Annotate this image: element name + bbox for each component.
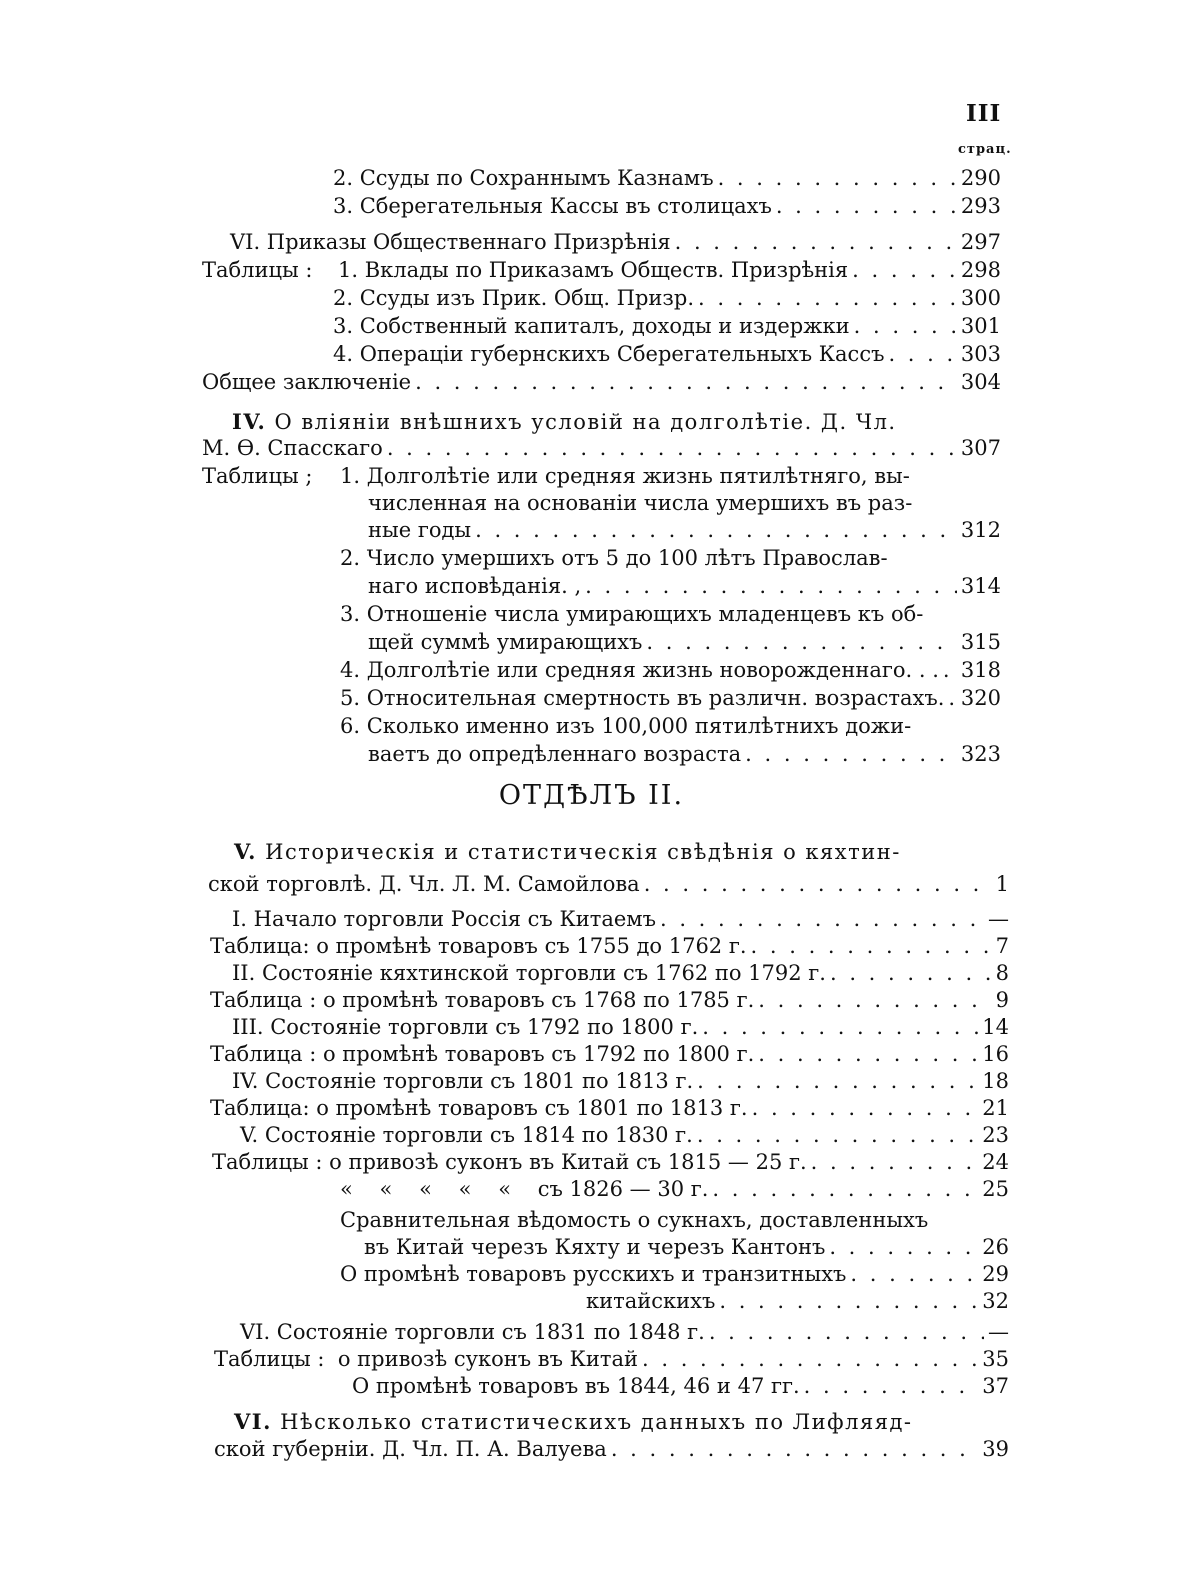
toc-entry-line: Сравнительная вѣдомость о сукнахъ, доставленныхъ [340, 1208, 929, 1232]
toc-entry-line: 3. Отношеніе числа умирающихъ младенцевъ къ об- [340, 602, 924, 626]
toc-entry-line: 1. Долголѣтіе или средняя жизнь пятилѣтняго, вы- [340, 464, 910, 488]
toc-entry: 4. Операціи губернскихъ Сберегательныхъ Кассъ . . . 303 [333, 340, 1001, 368]
toc-entry: ской торговлѣ. Д. Чл. Л. М. Самойлова . . . 1 [208, 870, 1009, 898]
toc-page: 24 [982, 1150, 1009, 1174]
toc-page: 318 [960, 658, 1001, 682]
toc-entry: 3. Собственный капиталъ, доходы и издержки . . . 301 [333, 312, 1001, 340]
toc-entry: китайскихъ . . . 32 [586, 1287, 1009, 1315]
toc-entry: III. Состояніе торговли съ 1792 по 1800 г. . . . 14 [232, 1013, 1009, 1041]
toc-page: 18 [982, 1069, 1009, 1093]
toc-page: 304 [960, 370, 1001, 394]
toc-entry: « « « « « съ 1826 — 30 г. . . . 25 [340, 1175, 1009, 1203]
toc-page: 8 [995, 961, 1009, 985]
toc-page: 307 [960, 436, 1001, 460]
toc-page: 297 [960, 230, 1001, 254]
toc-entry: V. Состояніе торговли съ 1814 по 1830 г. . . . 23 [240, 1121, 1009, 1149]
toc-page: 1 [995, 872, 1009, 896]
toc-entry: II. Состояніе кяхтинской торговли съ 1762 по 1792 г. . . . 8 [232, 959, 1009, 987]
tables-label: Таблицы : [202, 258, 313, 282]
page-number: III [966, 100, 1002, 127]
toc-entry: I. Начало торговли Россія съ Китаемъ . . . — [232, 905, 1009, 933]
toc-entry: VI. Состояніе торговли съ 1831 по 1848 г. . . . — [240, 1318, 1009, 1346]
toc-page: 303 [960, 342, 1001, 366]
toc-entry: 3. Сберегательныя Кассы въ столицахъ . . . 293 [333, 192, 1001, 220]
toc-page: 298 [960, 258, 1001, 282]
toc-page: 14 [982, 1015, 1009, 1039]
toc-page: 315 [960, 630, 1001, 654]
toc-page: 290 [960, 166, 1001, 190]
article-v-title: V. Историческія и статистическія свѣдѣнія о кяхтин- [234, 839, 901, 864]
toc-page: 293 [960, 194, 1001, 218]
toc-page: 9 [995, 988, 1009, 1012]
toc-page: 312 [960, 518, 1001, 542]
toc-entry: щей суммѣ умирающихъ . . . 315 [368, 628, 1001, 656]
toc-page: 35 [982, 1347, 1009, 1371]
toc-entry: О промѣнѣ товаровъ русскихъ и транзитныхъ . . . 29 [340, 1260, 1009, 1288]
toc-page: 7 [995, 934, 1009, 958]
article-iv-title: IV. О вліяніи внѣшнихъ условій на долголѣтіе. Д. Чл. [232, 409, 897, 434]
toc-page: 23 [982, 1123, 1009, 1147]
toc-entry: Таблица : о промѣнѣ товаровъ съ 1792 по 1800 г. . . . 16 [210, 1040, 1009, 1068]
toc-entry: ваетъ до опредѣленнаго возраста . . . 323 [368, 740, 1001, 768]
toc-entry: Таблица : о промѣнѣ товаровъ съ 1768 по 1785 г. . . . 9 [210, 986, 1009, 1014]
toc-entry: ные годы . . . 312 [368, 516, 1001, 544]
toc-page: 29 [982, 1262, 1009, 1286]
toc-page: 25 [982, 1177, 1009, 1201]
toc-entry: наго исповѣданія. , . . . 314 [368, 572, 1001, 600]
toc-entry: въ Китай черезъ Кяхту и черезъ Кантонъ . . . 26 [364, 1233, 1009, 1261]
tables-label: Таблицы ; [202, 464, 313, 488]
toc-entry-line: численная на основаніи числа умершихъ въ раз- [368, 491, 913, 515]
toc-page: 300 [960, 286, 1001, 310]
toc-entry: 4. Долголѣтіе или средняя жизнь новорожденнаго. . . . . . 318 [340, 656, 1001, 684]
toc-page: 301 [960, 314, 1001, 338]
toc-page: — [988, 1320, 1009, 1344]
toc-page: 323 [960, 742, 1001, 766]
toc-entry: О промѣнѣ товаровъ въ 1844, 46 и 47 гг. . . . 37 [352, 1372, 1009, 1400]
toc-page: — [988, 907, 1009, 931]
toc-page: 320 [960, 686, 1001, 710]
toc-page: 16 [982, 1042, 1009, 1066]
toc-entry: IV. Состояніе торговли съ 1801 по 1813 г. . . . 18 [232, 1067, 1009, 1095]
toc-page: 39 [982, 1437, 1009, 1461]
toc-page: 314 [960, 574, 1001, 598]
toc-entry: Таблицы : о привозѣ суконъ въ Китай . . . 35 [214, 1345, 1009, 1373]
toc-entry: 2. Ссуды изъ Прик. Общ. Призр. . . . 300 [333, 284, 1001, 312]
toc-page: 32 [982, 1289, 1009, 1313]
toc-entry: 2. Ссуды по Сохраннымъ Казнамъ . . . 290 [333, 164, 1001, 192]
toc-entry: М. Ѳ. Спасскаго . . . 307 [202, 434, 1001, 462]
toc-entry-line: 6. Сколько именно изъ 100,000 пятилѣтнихъ дожи- [340, 714, 912, 738]
toc-entry: Таблица: о промѣнѣ товаровъ съ 1801 по 1813 г. . . . 21 [210, 1094, 1009, 1122]
page-column-header: страц. [958, 142, 1012, 157]
toc-entry: Таблицы : о привозѣ суконъ въ Китай съ 1815 — 25 г. . . . 24 [212, 1148, 1009, 1176]
toc-entry: ской губерніи. Д. Чл. П. А. Валуева . . . 39 [214, 1435, 1009, 1463]
toc-entry-line: 2. Число умершихъ отъ 5 до 100 лѣтъ Православ- [340, 546, 888, 570]
toc-entry: Общее заключеніе . . . 304 [202, 368, 1001, 396]
toc-entry: Таблица: о промѣнѣ товаровъ съ 1755 до 1762 г. . . . 7 [210, 932, 1009, 960]
toc-entry: VI. Приказы Общественнаго Призрѣнія . . . 297 [230, 228, 1001, 256]
toc-page: 21 [982, 1096, 1009, 1120]
toc-entry: 1. Вклады по Приказамъ Обществ. Призрѣнія . . . 298 [338, 256, 1001, 284]
division-heading: ОТДѢЛЪ II. [498, 780, 685, 811]
article-vi-title: VI. Нѣсколько статистическихъ данныхъ по Лифляяд- [234, 1409, 913, 1434]
toc-page: 37 [982, 1374, 1009, 1398]
toc-page: 26 [982, 1235, 1009, 1259]
toc-entry: 5. Относительная смертность въ различн. возрастахъ. . . . 320 [340, 684, 1001, 712]
